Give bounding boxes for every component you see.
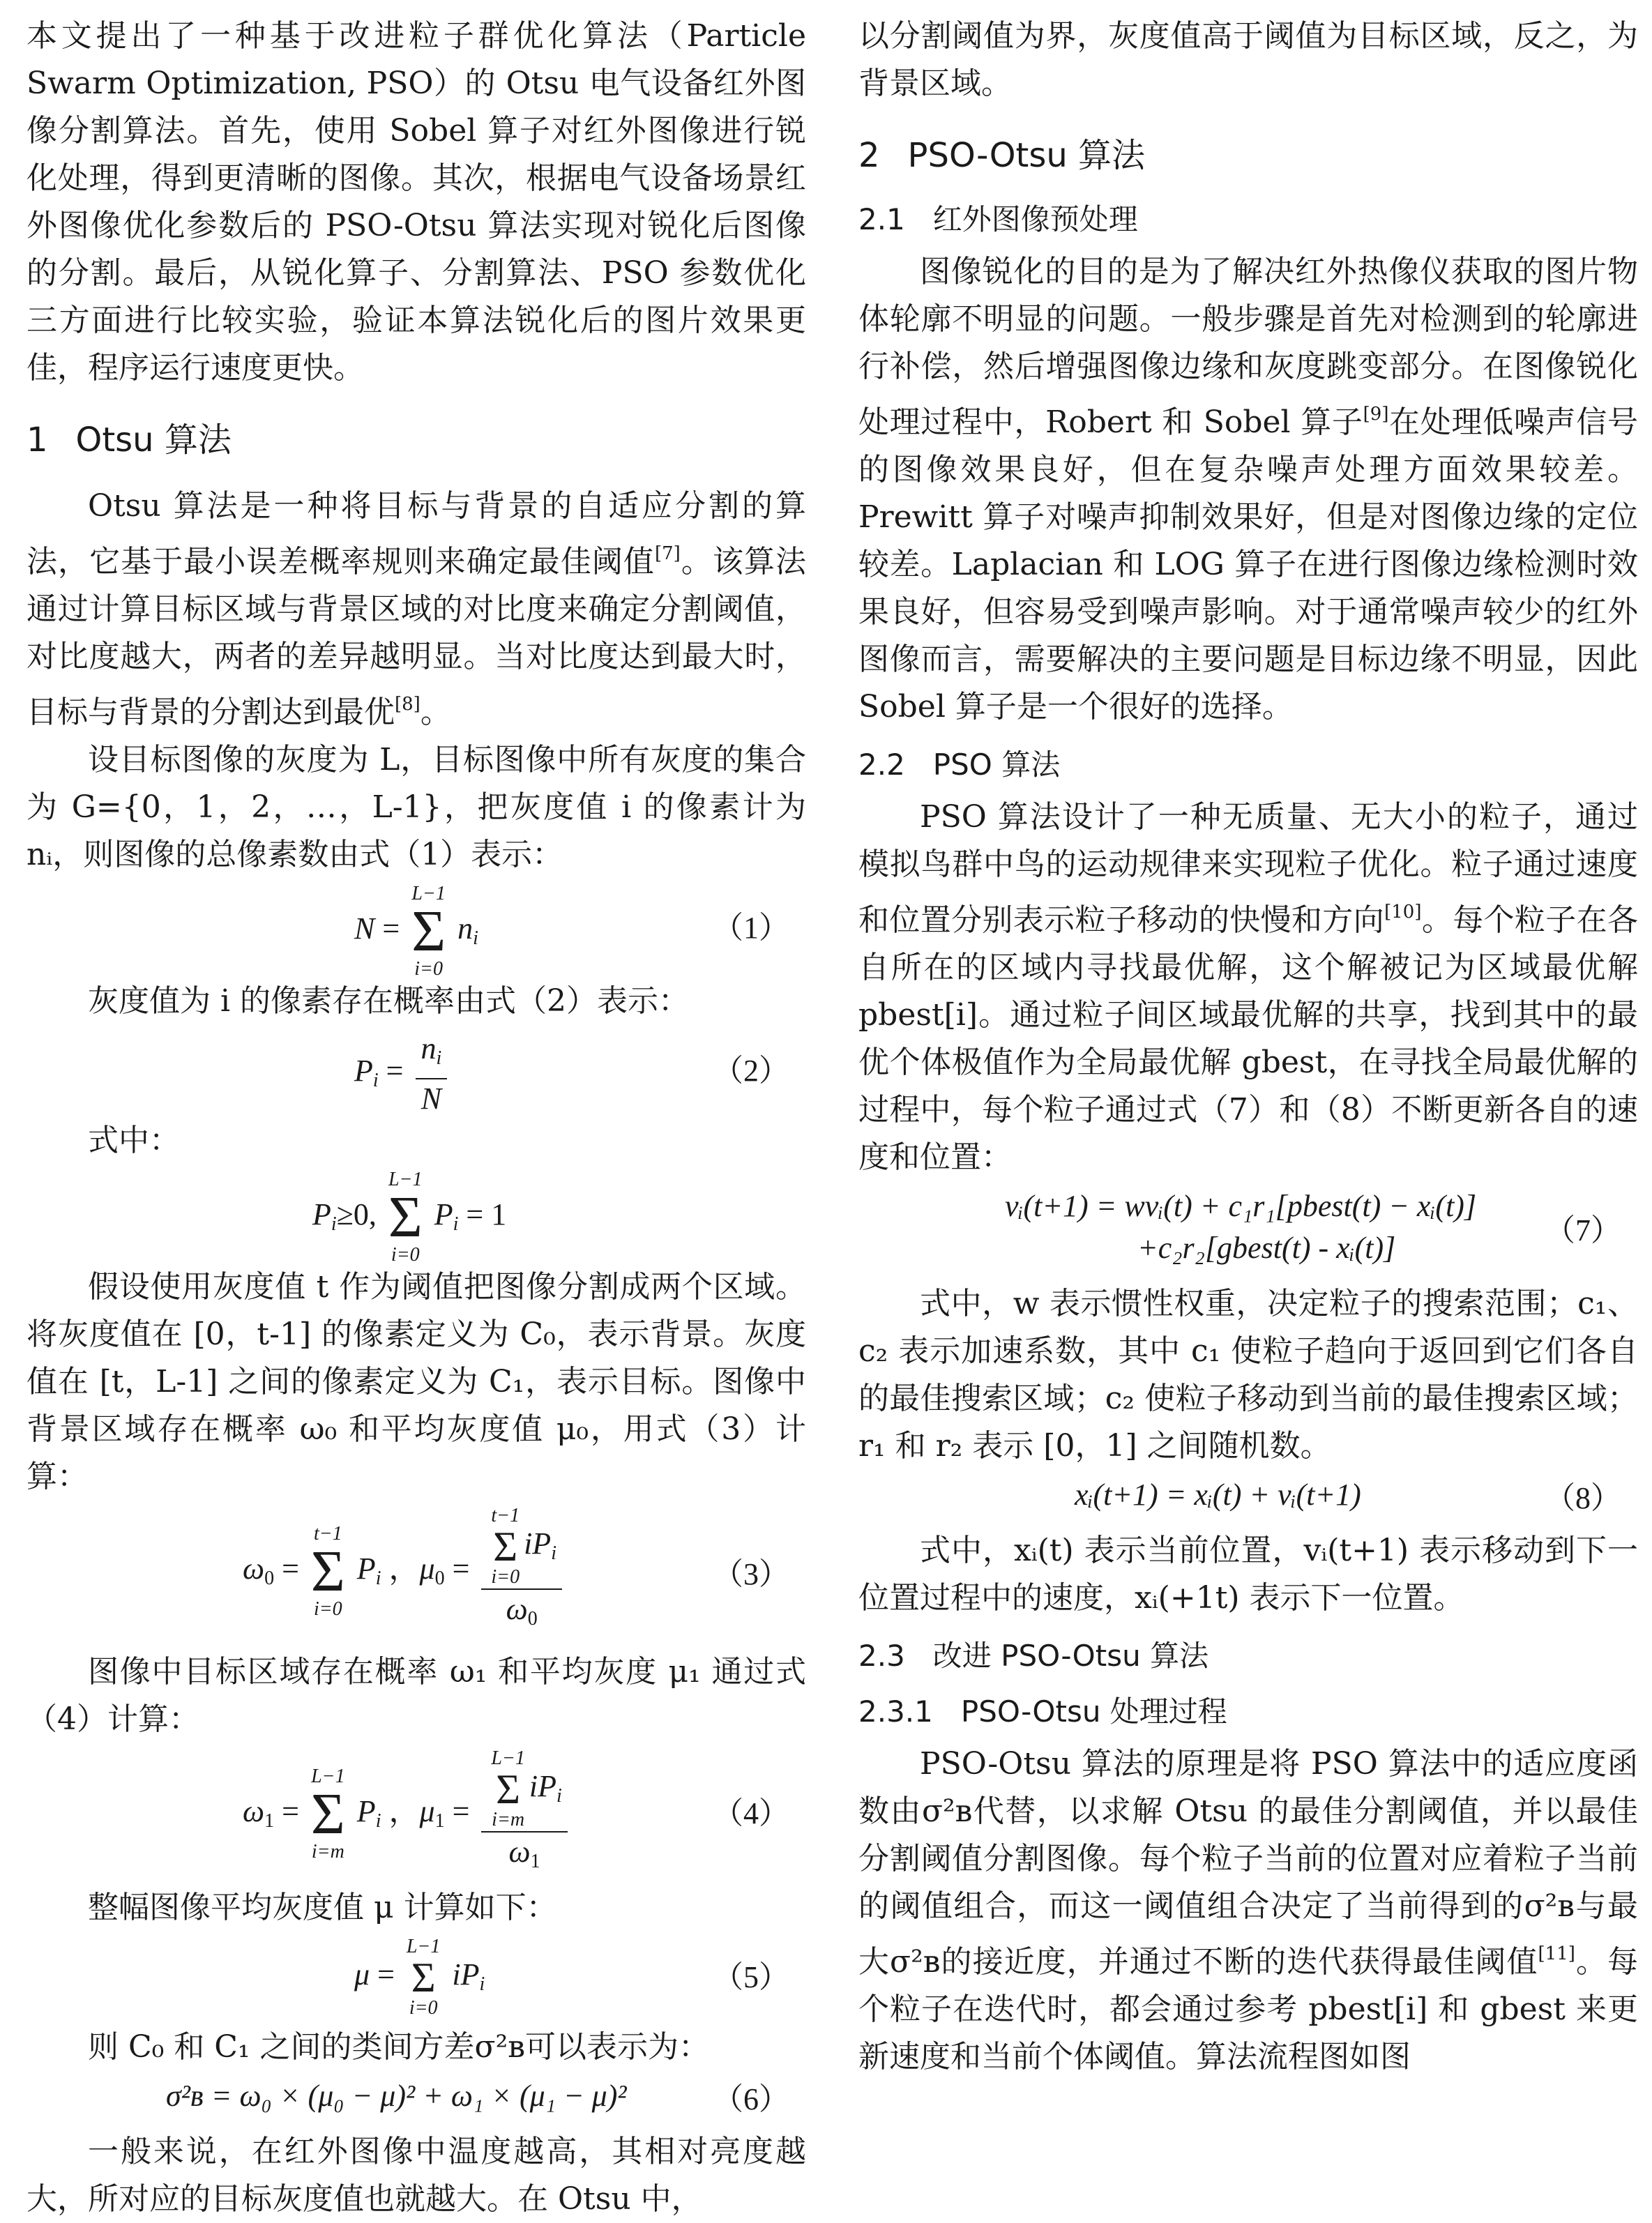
- equation-expression: σ²ʙ = ω₀ × (μ₀ − μ)² + ω₁ × (μ₁ − μ)²: [166, 2079, 627, 2113]
- citation: [8]: [395, 694, 420, 715]
- subsection-number: 2.3.1: [858, 1694, 933, 1729]
- equation-7: [858, 1185, 1638, 1276]
- equation-number: （1）: [713, 911, 789, 945]
- citation: [11]: [1538, 1943, 1575, 1964]
- paragraph-probability: 灰度值为 i 的像素存在概率由式（2）表示：: [88, 983, 690, 1019]
- subsection-number: 2.3: [858, 1639, 905, 1673]
- citation: [10]: [1384, 902, 1422, 923]
- paragraph-pso-otsu: [858, 1740, 1638, 2081]
- subsection-title: 红外图像预处理: [932, 202, 1138, 236]
- subsection-2-2-heading: [858, 743, 1638, 787]
- equation-1: N = L−1 Σ i=0 $n_i$ （1）: [354, 883, 789, 980]
- text-run: PSO 算法设计了一种无质量、无大小的粒子，通过模拟鸟群中鸟的运动规律来实现粒子优化。粒子通过速度和位置分别表示粒子移动的快慢和方向: [858, 799, 1638, 938]
- text-run: 。该算法通过计算目标区域与背景区域的对比度来确定分割阈值，对比度越大，两者的差异越明显。当对比度达到最大时，目标与背景的分割达到最优: [26, 544, 807, 730]
- paragraph-gray-levels: 设目标图像的灰度为 L，目标图像中所有灰度的集合为 G={0，1，2，…，L-1}，把灰度值 i 的像素计为 nᵢ，则图像的总像素数由式（1）表示：: [26, 742, 806, 872]
- text-run: 。每个粒子在迭代时，都会通过参考 pbest[i] 和 gbest 来更新速度和当前个体阈值。算法流程图如图: [858, 1944, 1638, 2074]
- subsection-title: PSO 算法: [932, 748, 1061, 782]
- equation-2b: $P_i\ge 0$, L−1 Σ i=0 $P_i = 1$: [312, 1169, 507, 1266]
- equation-2: $P_i$ = $\frac{n_i}{N}$ （2）: [26, 1029, 806, 1113]
- paragraph-target-region: 图像中目标区域存在概率 ω₁ 和平均灰度 μ₁ 通过式（4）计算：: [26, 1654, 806, 1737]
- paragraph-sharpening: [858, 248, 1638, 731]
- paragraph-brightness: 一般来说，在红外图像中温度越高，其相对亮度越大，所对应的目标灰度值也就越大。在 Otsu 中，: [26, 2134, 806, 2217]
- equation-expression: xᵢ(t+1) = xᵢ(t) + vᵢ(t+1): [1075, 1478, 1361, 1512]
- paragraph-position: 式中，xᵢ(t) 表示当前位置，vᵢ(t+1) 表示移动到下一位置过程中的速度，xᵢ(+1t) 表示下一位置。: [858, 1533, 1638, 1616]
- text-run: 。: [420, 695, 451, 730]
- equation-4: $\omega_1$ = L−1 Σ i=m $P_i$ ，$\mu_1$ = L−1 Σ i=m $iP_i$ $\omega_1$ （4）: [243, 1747, 789, 1872]
- equation-6: [26, 2075, 806, 2124]
- equation-number: （2）: [713, 1054, 789, 1088]
- section-title: PSO-Otsu 算法: [907, 136, 1146, 175]
- paragraph-otsu-intro: [26, 483, 806, 736]
- paragraph-where: 式中：: [88, 1123, 180, 1158]
- paragraph-weights: 式中，w 表示惯性权重，决定粒子的搜索范围；c₁、c₂ 表示加速系数，其中 c₁ 使粒子趋向于返回到它们各自的最佳搜索区域；c₂ 使粒子移动到当前的最佳搜索区域；r₁ 和 r₂ 表示 [0，1] 之间随机数。: [858, 1286, 1638, 1464]
- section-number: 1: [26, 420, 48, 460]
- subsection-number: 2.1: [858, 202, 905, 236]
- equation-5: μ = L−1 Σ i=0 $iP_i$ （5）: [354, 1936, 789, 2019]
- subsection-title: PSO-Otsu 处理过程: [960, 1694, 1227, 1729]
- equation-number: （5）: [713, 1960, 789, 1994]
- paragraph-pso: [858, 794, 1638, 1181]
- text-run: Otsu 算法是一种将目标与背景的自适应分割的算法，它基于最小误差概率规则来确定最佳阈值: [26, 488, 806, 579]
- equation-3: $\omega_0$ = t−1 Σ i=0 $P_i$ ，$\mu_0$ = t−1 Σ i=0 $iP_i$ $\omega_0$ （3）: [243, 1505, 789, 1630]
- text-run: PSO-Otsu 算法的原理是将 PSO 算法中的适应度函数由σ²ʙ代替，以求解 Otsu 的最佳分割阈值，并以最佳分割阈值分割图像。每个粒子当前的位置对应着粒子当前的阈值组合，而这一阈值组合决定了当前得到的σ²ʙ与最大σ²ʙ的接近度，并通过不断的迭代获得最佳阈值: [858, 1746, 1638, 1980]
- equation-line-1: vᵢ(t+1) = wvᵢ(t) + c₁r₁[pbest(t) − xᵢ(t)]: [1005, 1189, 1477, 1223]
- right-column: [858, 13, 1638, 2081]
- section-number: 2: [858, 136, 880, 175]
- equation-number: （7）: [1545, 1213, 1621, 1247]
- text-run: 图像锐化的目的是为了解决红外热像仪获取的图片物体轮廓不明显的问题。一般步骤是首先对检测到的轮廓进行补偿，然后增强图像边缘和灰度跳变部分。在图像锐化处理过程中，Robert 和 Sobel 算子: [858, 254, 1638, 440]
- paragraph-threshold: 假设使用灰度值 t 作为阈值把图像分割成两个区域。将灰度值在 [0，t-1] 的像素定义为 C₀，表示背景。灰度值在 [t，L-1] 之间的像素定义为 C₁，表示目标。图像中背景区域存在概率 ω₀ 和平均灰度值 μ₀，用式（3）计算：: [26, 1269, 806, 1494]
- equation-8: [858, 1474, 1638, 1523]
- subsection-2-3-1-heading: [858, 1690, 1638, 1733]
- equation-number: （8）: [1545, 1481, 1621, 1515]
- citation: [9]: [1363, 404, 1389, 425]
- section-1-heading: [26, 416, 806, 464]
- equation-line-2: +c₂r₂[gbest(t) - xᵢ(t)]: [1137, 1231, 1396, 1265]
- text-run: 。每个粒子在各自所在的区域内寻找最优解，这个解被记为区域最优解 pbest[i]。通过粒子间区域最优解的共享，找到其中的最优个体极值作为全局最优解 gbest，在寻找全局最优解的过程中，每个粒子通过式（7）和（8）不断更新各自的速度和位置：: [858, 902, 1638, 1175]
- subsection-number: 2.2: [858, 748, 905, 782]
- intro-paragraph: 本文提出了一种基于改进粒子群优化算法（Particle Swarm Optimization, PSO）的 Otsu 电气设备红外图像分割算法。首先，使用 Sobel 算子对红外图像进行锐化处理，得到更清晰的图像。其次，根据电气设备场景红外图像优化参数后的 PSO-Otsu 算法实现对锐化后图像的分割。最后，从锐化算子、分割算法、PSO 参数优化三方面进行比较实验，验证本算法锐化后的图片效果更佳，程序运行速度更快。: [26, 18, 806, 386]
- subsection-2-3-heading: [858, 1634, 1638, 1678]
- left-column: [26, 13, 806, 2223]
- citation: [7]: [654, 543, 681, 564]
- subsection-2-1-heading: [858, 198, 1638, 241]
- equation-number: （6）: [713, 2082, 789, 2116]
- equation-number: （3）: [713, 1557, 789, 1591]
- subsection-title: 改进 PSO-Otsu 算法: [932, 1639, 1209, 1673]
- paragraph-continued: 以分割阈值为界，灰度值高于阈值为目标区域，反之，为背景区域。: [858, 18, 1638, 101]
- section-2-heading: [858, 131, 1638, 180]
- equation-number: （4）: [713, 1796, 789, 1830]
- text-run: 在处理低噪声信号的图像效果良好，但在复杂噪声处理方面效果较差。Prewitt 算子对噪声抑制效果好，但是对图像边缘的定位较差。Laplacian 和 LOG 算子在进行图像边缘检测时效果良好，但容易受到噪声影响。对于通常噪声较少的红外图像而言，需要解决的主要问题是目标边缘不明显，因此 Sobel 算子是一个很好的选择。: [858, 404, 1638, 724]
- paragraph-mean-gray: 整幅图像平均灰度值 μ 计算如下：: [88, 1890, 557, 1925]
- section-title: Otsu 算法: [75, 420, 232, 460]
- paragraph-variance: 则 C₀ 和 C₁ 之间的类间方差σ²ʙ可以表示为：: [88, 2029, 709, 2065]
